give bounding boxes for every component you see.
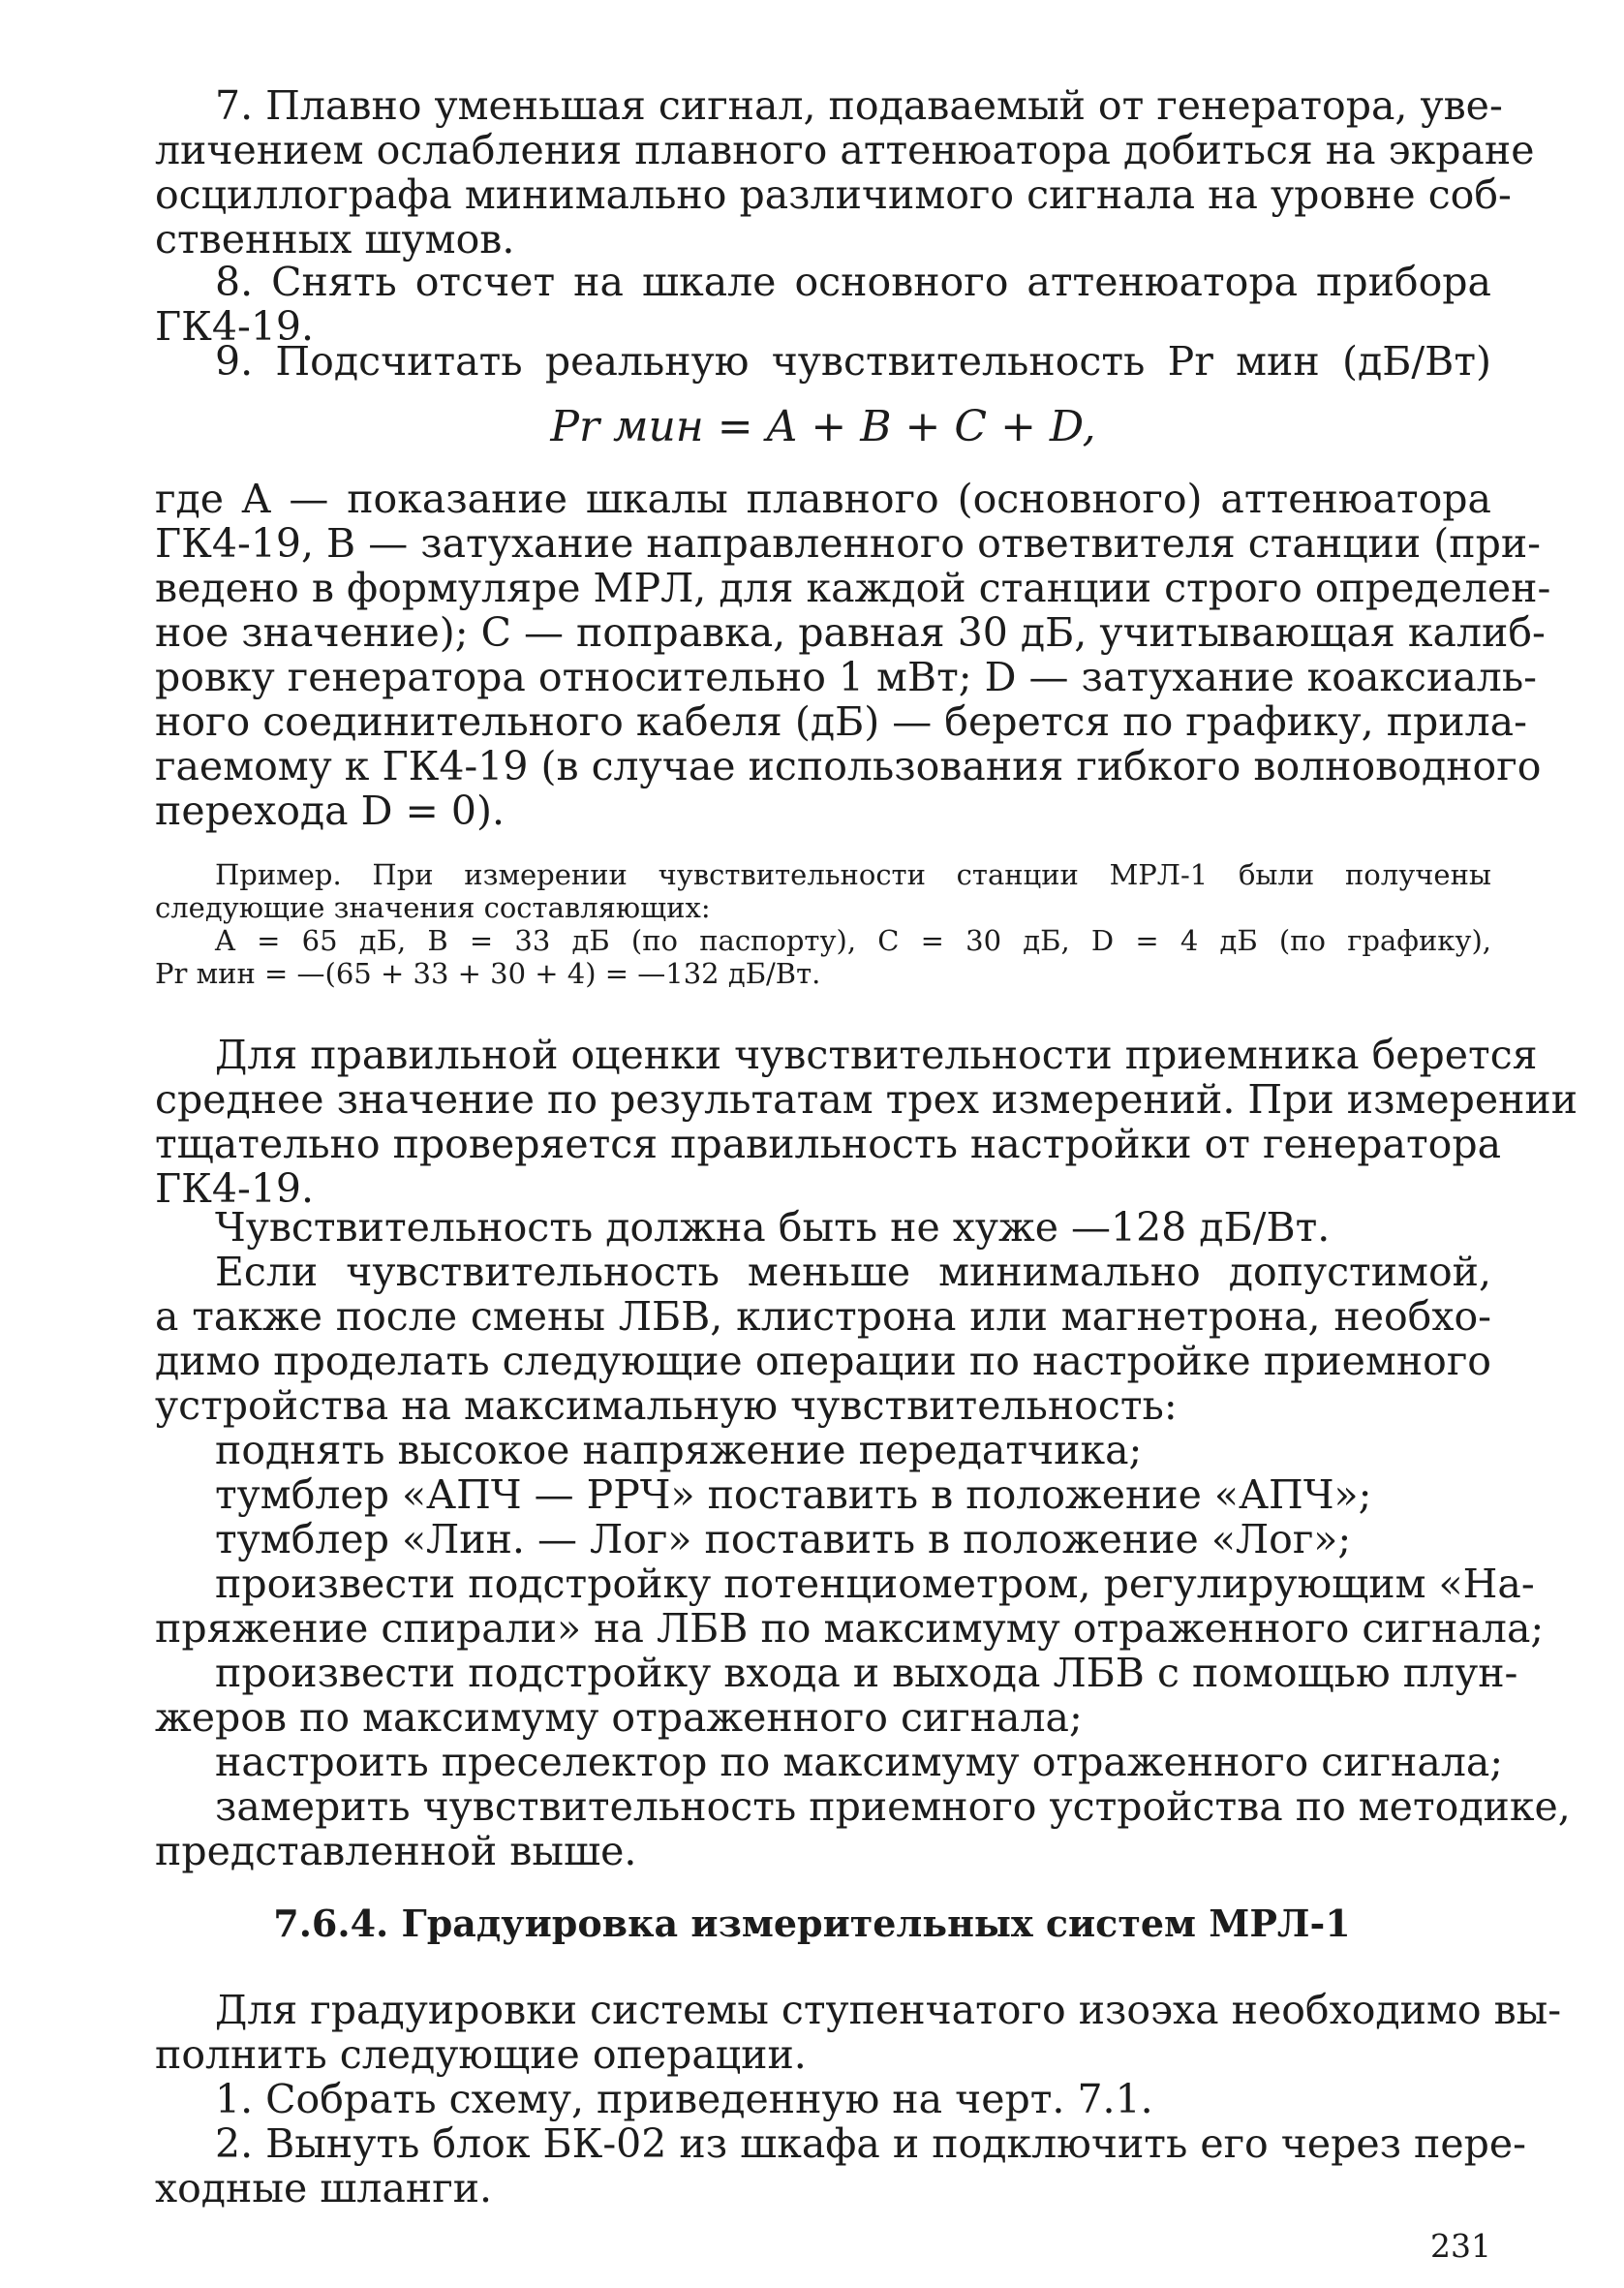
- text-line: 2. Вынуть блок БК-02 из шкафа и подключить его через пере-: [215, 2120, 1527, 2167]
- text-line: ходные шланги.: [155, 2165, 493, 2211]
- text-line: ственных шумов.: [155, 216, 515, 263]
- text-line: ГК4-19.: [155, 1165, 315, 1212]
- text-line: где A — показание шкалы плавного (основного) аттенюатора: [155, 476, 1491, 522]
- text-line: личением ослабления плавного аттенюатора добиться на экране: [155, 127, 1535, 173]
- text-line: ведено в формуляре МРЛ, для каждой станции строго определен-: [155, 565, 1551, 611]
- text-line: поднять высокое напряжение передатчика;: [215, 1427, 1143, 1473]
- text-line: среднее значение по результатам трех измерений. При измерении: [155, 1076, 1578, 1123]
- text-line: ное значение); C — поправка, равная 30 дБ, учитывающая калиб-: [155, 609, 1546, 656]
- formula: Pr мин = A + B + C + D,: [550, 402, 1096, 451]
- text-line: а также после смены ЛБВ, клистрона или магнетрона, необхо-: [155, 1293, 1491, 1340]
- page-number: 231: [1430, 2227, 1491, 2265]
- text-line: жеров по максимуму отраженного сигнала;: [155, 1694, 1083, 1741]
- text-line: ного соединительного кабеля (дБ) — берется по графику, прила-: [155, 698, 1527, 745]
- text-line: осциллографа минимально различимого сигнала на уровне соб-: [155, 171, 1512, 218]
- text-line: димо проделать следующие операции по настройке приемного: [155, 1338, 1491, 1384]
- text-line: пряжение спирали» на ЛБВ по максимуму отраженного сигнала;: [155, 1605, 1545, 1652]
- text-line: тумблер «АПЧ — РРЧ» поставить в положение «АПЧ»;: [215, 1471, 1372, 1518]
- text-line: настроить преселектор по максимуму отраженного сигнала;: [215, 1739, 1504, 1785]
- text-line: представленной выше.: [155, 1828, 637, 1874]
- text-line: полнить следующие операции.: [155, 2031, 807, 2078]
- section-heading: 7.6.4. Градуировка измерительных систем МРЛ-1: [273, 1902, 1351, 1945]
- example-line: Pr мин = —(65 + 33 + 30 + 4) = —132 дБ/Вт.: [155, 957, 821, 990]
- example-line: следующие значения составляющих:: [155, 891, 711, 924]
- text-line: ровку генератора относительно 1 мВт; D — затухание коаксиаль-: [155, 654, 1537, 700]
- text-line: 7. Плавно уменьшая сигнал, подаваемый от генератора, уве-: [215, 82, 1503, 129]
- text-line: 1. Собрать схему, приведенную на черт. 7.1.: [215, 2076, 1153, 2122]
- text-line: Для градуировки системы ступенчатого изоэха необходимо вы-: [215, 1987, 1562, 2033]
- text-line: Чувствительность должна быть не хуже —128 дБ/Вт.: [215, 1204, 1331, 1251]
- text-line: ГК4-19, B — затухание направленного ответвителя станции (при-: [155, 520, 1541, 567]
- text-line: перехода D = 0).: [155, 788, 506, 834]
- text-line: 9. Подсчитать реальную чувствительность Pr мин (дБ/Вт): [215, 338, 1491, 385]
- text-line: тумблер «Лин. — Лог» поставить в положение «Лог»;: [215, 1516, 1352, 1562]
- example-line: A = 65 дБ, B = 33 дБ (по паспорту), C = 30 дБ, D = 4 дБ (по графику),: [215, 924, 1491, 957]
- text-line: 8. Снять отсчет на шкале основного аттенюатора прибора: [215, 259, 1491, 305]
- text-line: ГК4-19.: [155, 303, 315, 350]
- example-line: Пример. При измерении чувствительности станции МРЛ-1 были получены: [215, 858, 1491, 891]
- text-line: гаемому к ГК4-19 (в случае использования гибкого волноводного: [155, 743, 1542, 789]
- text-line: замерить чувствительность приемного устройства по методике,: [215, 1783, 1571, 1830]
- text-line: Для правильной оценки чувствительности приемника берется: [215, 1032, 1538, 1078]
- text-line: устройства на максимальную чувствительность:: [155, 1382, 1178, 1429]
- text-line: тщательно проверяется правильность настройки от генератора: [155, 1121, 1502, 1167]
- text-line: произвести подстройку потенциометром, регулирующим «На-: [215, 1561, 1535, 1607]
- text-line: Если чувствительность меньше минимально допустимой,: [215, 1249, 1491, 1295]
- text-line: произвести подстройку входа и выхода ЛБВ с помощью плун-: [215, 1650, 1518, 1696]
